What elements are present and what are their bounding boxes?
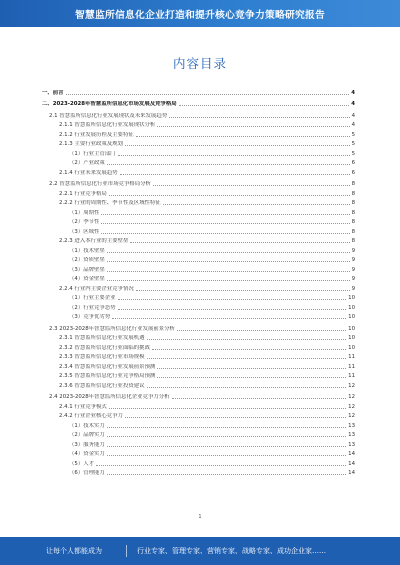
toc-leader-dots — [107, 261, 350, 262]
toc-entry-page: 13 — [348, 432, 355, 438]
toc-leader-dots — [125, 417, 346, 418]
toc-entry-label: 2.3.1 智慧监所信息化行业发展机遇 — [59, 335, 145, 341]
toc-entry[interactable] — [42, 225, 355, 235]
toc-entry-label: 2.2.3 进入本行业的主要壁垒 — [59, 238, 129, 244]
toc-entry[interactable] — [42, 119, 355, 129]
toc-entry-page: 12 — [348, 394, 355, 400]
toc-entry[interactable] — [42, 429, 355, 439]
toc-entry[interactable] — [42, 360, 355, 370]
toc-entry[interactable] — [42, 86, 355, 96]
toc-entry-label: （2）资质壁垒 — [69, 257, 105, 263]
toc-entry-label: 2.1.4 行业未来发展趋势 — [59, 169, 118, 176]
toc-entry-page: 9 — [351, 247, 355, 254]
header-banner — [0, 0, 400, 27]
toc-entry-page: 9 — [351, 266, 355, 273]
toc-entry[interactable] — [42, 147, 355, 157]
toc-leader-dots — [157, 126, 349, 127]
toc-leader-dots — [147, 339, 347, 340]
toc-entry[interactable] — [42, 292, 355, 302]
toc-entry-page: 4 — [351, 122, 355, 128]
toc-leader-dots — [112, 318, 346, 319]
toc-entry-page: 5 — [351, 150, 355, 157]
toc-entry-page: 4 — [351, 101, 355, 107]
toc-entry-page: 10 — [348, 295, 355, 301]
toc-entry[interactable] — [42, 391, 355, 401]
toc-entry-label: 2.3.3 智慧监所信息化行业市场规模 — [59, 354, 145, 360]
toc-entry-page: 10 — [348, 335, 355, 341]
toc-leader-dots — [96, 465, 346, 466]
toc-leader-dots — [118, 309, 347, 310]
toc-leader-dots — [107, 280, 350, 281]
toc-entry[interactable] — [42, 438, 355, 448]
toc-entry-label: 2.2.2 行业的周期性、季节性及区域性特征 — [59, 200, 161, 206]
toc-entry-label: （1）行业主管部门 — [69, 150, 116, 157]
toc-entry-label: （5）人才 — [69, 460, 94, 467]
toc-entry-page: 12 — [348, 413, 355, 419]
page-number: 1 — [198, 514, 202, 520]
toc-leader-dots — [118, 155, 350, 156]
toc-entry[interactable] — [42, 138, 355, 148]
toc-entry-label: （1）技术壁垒 — [69, 247, 105, 254]
toc-leader-dots — [101, 233, 349, 234]
toc-entry-page: 8 — [351, 228, 355, 235]
toc-leader-dots — [169, 117, 349, 118]
toc-entry-label: 2.4 2023-2028年智慧监所信息化企业竞争力分析 — [49, 394, 170, 400]
toc-leader-dots — [101, 214, 349, 215]
toc-leader-dots — [107, 164, 350, 165]
toc-leader-dots — [107, 252, 350, 253]
toc-entry-label: （3）竞争优劣势 — [69, 314, 111, 320]
toc-leader-dots — [177, 330, 346, 331]
toc-entry-label: 2.2 智慧监所信息化行业市场竞争格局分析 — [49, 181, 151, 187]
toc-entry-page: 4 — [351, 112, 355, 119]
footer-divider — [126, 545, 127, 557]
toc-leader-dots — [152, 349, 346, 350]
toc-entry-page: 8 — [351, 181, 355, 187]
toc-entry-label: （2）产业政策 — [69, 160, 105, 166]
toc-leader-dots — [109, 195, 350, 196]
toc-entry[interactable] — [42, 197, 355, 207]
toc-leader-dots — [120, 174, 350, 175]
toc-leader-dots — [107, 436, 346, 437]
toc-entry-label: 2.3.4 智慧监所信息化行业发展前景预测 — [59, 363, 156, 370]
toc-entry[interactable] — [42, 98, 355, 108]
toc-entry-label: （1）行业主要企业 — [69, 295, 116, 301]
toc-leader-dots — [179, 105, 350, 106]
toc-entry-label: 2.1.3 主要行业政策及规划 — [59, 141, 123, 147]
toc-entry-page: 14 — [348, 470, 355, 476]
toc-entry-page: 4 — [351, 89, 355, 96]
toc-leader-dots — [101, 223, 349, 224]
toc-entry-page: 12 — [348, 403, 355, 410]
toc-entry[interactable] — [42, 370, 355, 380]
toc-entry[interactable] — [42, 311, 355, 321]
toc-entry[interactable] — [42, 379, 355, 389]
toc-leader-dots — [107, 455, 346, 456]
toc-entry-label: （2）品牌实力 — [69, 432, 105, 438]
toc-entry[interactable] — [42, 235, 355, 245]
toc-entry[interactable] — [42, 351, 355, 361]
toc-entry-label: 2.3.6 智慧监所信息化行业投资建议 — [59, 382, 145, 389]
toc-entry-label: （2）季节性 — [69, 219, 100, 225]
toc-entry[interactable] — [42, 109, 355, 119]
toc-entry-page: 6 — [351, 160, 355, 166]
toc-entry-label: 2.3.2 智慧监所信息化行业面临的挑战 — [59, 344, 150, 351]
toc-entry-page: 10 — [348, 325, 355, 332]
toc-entry[interactable] — [42, 400, 355, 410]
toc-entry-page: 5 — [351, 141, 355, 147]
toc-entry[interactable] — [42, 301, 355, 311]
toc-leader-dots — [157, 368, 346, 369]
toc-entry-label: 一、前言 — [42, 89, 64, 96]
toc-entry[interactable] — [42, 467, 355, 477]
toc-entry-label: 2.3 2023-2028年智慧监所信息化行业发展前景分析 — [49, 325, 175, 332]
toc-entry-label: 二、2023-2028年智慧监所信息化市场发展及竞争格局 — [42, 101, 177, 107]
toc-leader-dots — [147, 387, 347, 388]
toc-entry-label: 2.2.1 行业竞争格局 — [59, 190, 107, 197]
toc-entry[interactable] — [42, 216, 355, 226]
toc-entry-label: 2.2.4 行业内主要企业竞争情况 — [59, 285, 134, 292]
toc-entry-label: （2）行业竞争态势 — [69, 304, 116, 311]
toc-entry[interactable] — [42, 254, 355, 264]
toc-entry-page: 11 — [348, 354, 355, 360]
toc-entry[interactable] — [42, 332, 355, 342]
toc-entry-page: 11 — [348, 363, 355, 370]
toc-entry-label: （1）周期性 — [69, 209, 100, 216]
toc-entry-label: （4）资金壁垒 — [69, 276, 105, 282]
toc-leader-dots — [107, 474, 346, 475]
toc-entry-page: 6 — [351, 169, 355, 176]
toc-entry[interactable] — [42, 263, 355, 273]
toc-entry-label: （6）管理能力 — [69, 470, 105, 476]
toc-entry[interactable] — [42, 157, 355, 167]
toc-entry-page: 8 — [351, 209, 355, 216]
toc-entry-page: 10 — [348, 304, 355, 311]
toc-entry-page: 13 — [348, 422, 355, 429]
toc-entry-page: 8 — [351, 219, 355, 225]
toc-entry-page: 14 — [348, 460, 355, 467]
toc-entry[interactable] — [42, 128, 355, 138]
toc-entry-page: 9 — [351, 257, 355, 263]
toc-entry-label: 2.1 智慧监所信息化行业发展现状及未来发展趋势 — [49, 112, 168, 119]
toc-leader-dots — [153, 185, 350, 186]
toc-entry-label: （3）区域性 — [69, 228, 100, 235]
toc-entry-page: 10 — [348, 314, 355, 320]
footer-tagline: 行业专家、管理专家、营销专家、战略专家、成功企业家…… — [137, 547, 326, 555]
toc-entry-label: （3）品牌壁垒 — [69, 266, 105, 273]
toc-entry-label: （3）服务能力 — [69, 441, 105, 448]
toc-entry-page: 8 — [351, 190, 355, 197]
toc-entry[interactable] — [42, 410, 355, 420]
toc-entry-page: 8 — [351, 200, 355, 206]
toc-entry[interactable] — [42, 206, 355, 216]
toc-leader-dots — [109, 408, 346, 409]
toc-leader-dots — [136, 136, 350, 137]
toc-leader-dots — [130, 242, 349, 243]
toc-entry-label: 2.3.5 智慧监所信息化行业竞争格局预测 — [59, 373, 156, 379]
toc-leader-dots — [172, 398, 347, 399]
toc-leader-dots — [147, 358, 347, 359]
toc-entry-page: 11 — [348, 373, 355, 379]
toc-entry[interactable] — [42, 273, 355, 283]
toc-entry-label: 2.1.1 智慧监所信息化行业发展现状分析 — [59, 122, 156, 128]
toc-entry[interactable] — [42, 187, 355, 197]
toc-entry[interactable] — [42, 282, 355, 292]
toc-leader-dots — [66, 94, 350, 95]
toc-entry[interactable] — [42, 166, 355, 176]
toc-entry-page: 9 — [351, 276, 355, 282]
toc-entry-page: 13 — [348, 441, 355, 448]
toc-title: 内容目录 — [172, 56, 227, 71]
toc-leader-dots — [107, 427, 346, 428]
toc-entry-label: 2.1.2 行业发展历程及主要特征 — [59, 131, 134, 138]
toc-entry[interactable] — [42, 178, 355, 188]
footer-banner — [0, 537, 400, 565]
toc-entry-label: 2.4.2 行业企业核心竞争力 — [59, 413, 123, 419]
toc-leader-dots — [107, 271, 350, 272]
toc-entry-page: 5 — [351, 131, 355, 138]
toc-entry[interactable] — [42, 419, 355, 429]
toc-entry-label: （4）资金实力 — [69, 451, 105, 457]
toc-leader-dots — [157, 377, 346, 378]
toc-entry-label: （1）技术实力 — [69, 422, 105, 429]
toc-entry[interactable] — [42, 341, 355, 351]
toc-entry-page: 10 — [348, 344, 355, 351]
toc-entry[interactable] — [42, 244, 355, 254]
toc-entry-page: 14 — [348, 451, 355, 457]
toc-leader-dots — [136, 290, 350, 291]
toc-entry[interactable] — [42, 322, 355, 332]
toc-entry[interactable] — [42, 448, 355, 458]
toc-entry-page: 12 — [348, 382, 355, 389]
toc-list — [42, 86, 355, 476]
toc-leader-dots — [107, 446, 346, 447]
toc-entry-page: 8 — [351, 238, 355, 244]
report-title: 智慧监所信息化企业打造和提升核心竞争力策略研究报告 — [75, 9, 325, 21]
footer-slogan: 让每个人都能成为 — [46, 547, 102, 555]
toc-leader-dots — [118, 299, 347, 300]
toc-entry-page: 9 — [351, 285, 355, 292]
toc-leader-dots — [163, 204, 350, 205]
toc-entry-label: 2.4.1 行业竞争模式 — [59, 403, 107, 410]
toc-entry[interactable] — [42, 457, 355, 467]
toc-leader-dots — [125, 145, 350, 146]
